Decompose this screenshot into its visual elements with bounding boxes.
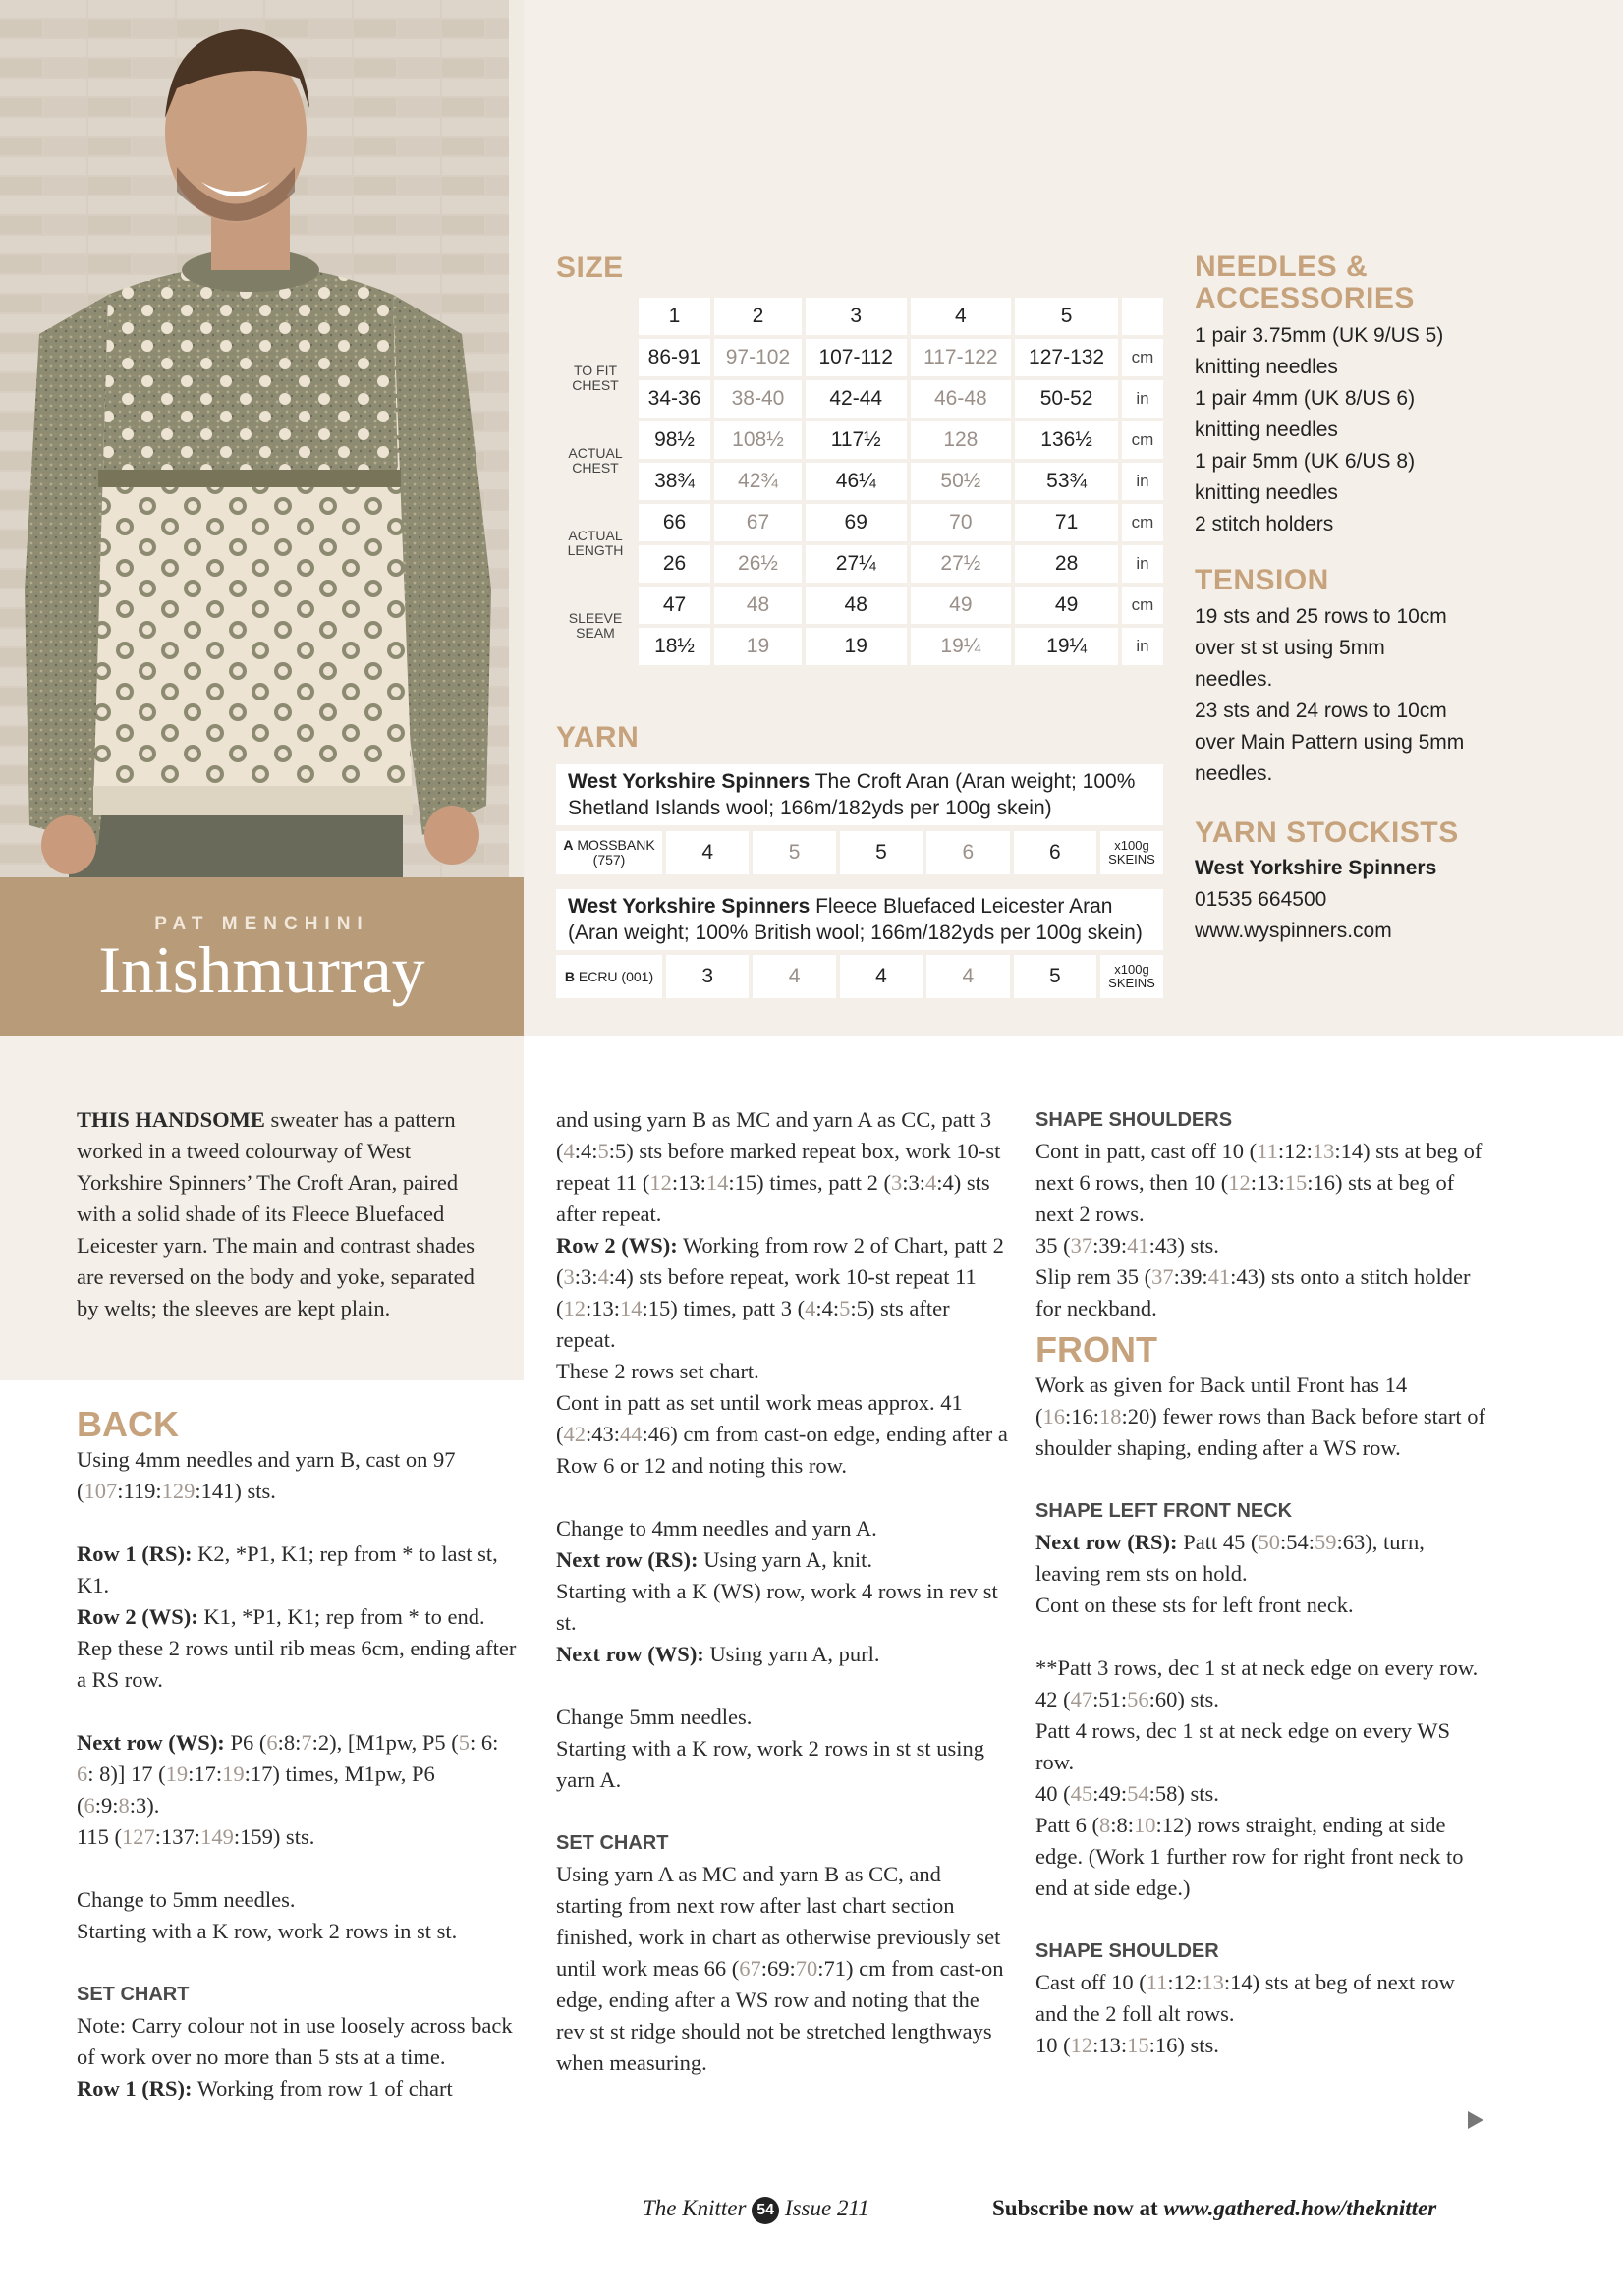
footer-subscribe <box>992 2196 1436 2221</box>
size-cell: 86-91 <box>639 339 710 376</box>
yarn-b-description <box>556 889 1163 950</box>
size-cell: 108½ <box>714 421 802 459</box>
yarn-b-desc: Fleece Bluefaced Leicester Aran (Aran weight; 100% British wool; 166m/182yds per 100g skein) <box>568 895 1143 944</box>
yarn-b-unit: x100g SKEINS <box>1100 955 1163 998</box>
yarn-a-table <box>552 827 1167 878</box>
size-unit: in <box>1122 380 1163 418</box>
yarn-a-desc: The Croft Aran (Aran weight; 100% Shetland Islands wool; 166m/182yds per 100g skein) <box>568 770 1136 819</box>
size-cell: 46¼ <box>806 463 907 500</box>
size-row-label: ACTUAL LENGTH <box>556 504 635 583</box>
tension-line: needles. <box>1195 668 1273 691</box>
yarn-a-row <box>556 831 1163 874</box>
front-section: SHAPE SHOULDERS Cont in patt, cast off 10 (11:12:13:14) sts at beg of next 6 rows, then 10 (12:13:15:16) sts at beg of next 2 rows. 35 (37:39:41:43) sts. Slip rem 35 (37:39:41:43) sts onto a stitch holder for neckband. FRONT Work as given for Back until Front has 14 (16:16:18:20) fewer rows than Back before start of shoulder shaping, ending after a WS row. SHAPE LEFT FRONT NECK Next row (RS): Patt 45 (50:54:59:63), turn, leaving rem sts on hold. Cont on these sts for left front neck. **Patt 3 rows, dec 1 st at neck edge on every row. 42 (47:51:56:60) sts. Patt 4 rows, dec 1 st at neck edge on every WS row. 40 (45:49:54:58) sts. Patt 6 (8:8:10:12) rows straight, ending at side edge. (Work 1 further row for right front neck to end at side edge.) SHAPE SHOULDER Cast off 10 (11:12:13:14) sts at beg of next row and the 2 foll alt rows. 10 (12:13:15:16) sts. <box>1035 1104 1487 2061</box>
stockist-name: West Yorkshire Spinners <box>1195 857 1437 879</box>
size-row <box>556 545 1163 583</box>
size-cell: 66 <box>639 504 710 541</box>
model-photo <box>0 0 524 877</box>
size-cell: 49 <box>1015 587 1118 624</box>
yarn-b-row <box>556 955 1163 998</box>
size-cell: 19¼ <box>1015 628 1118 665</box>
stockist-phone: 01535 664500 <box>1195 888 1327 911</box>
size-cell: 127-132 <box>1015 339 1118 376</box>
tension-line: over st st using 5mm <box>1195 637 1385 659</box>
size-cell: 42-44 <box>806 380 907 418</box>
size-cell: 46-48 <box>911 380 1012 418</box>
shape-shoulders-heading: SHAPE SHOULDERS <box>1035 1109 1233 1131</box>
size-heading: SIZE <box>556 252 624 284</box>
needles-line: 2 stitch holders <box>1195 513 1334 535</box>
size-unit: cm <box>1122 421 1163 459</box>
size-row <box>556 339 1163 376</box>
size-row <box>556 504 1163 541</box>
yarn-a-label-cell <box>556 831 662 874</box>
size-cell: 19 <box>806 628 907 665</box>
subscribe-text: Subscribe now at <box>992 2196 1164 2220</box>
size-cell: 34-36 <box>639 380 710 418</box>
needles-line: 1 pair 4mm (UK 8/US 6) <box>1195 387 1416 410</box>
yarn-b-table <box>552 951 1167 1002</box>
size-cell: 38-40 <box>714 380 802 418</box>
size-unit: in <box>1122 628 1163 665</box>
size-unit: cm <box>1122 587 1163 624</box>
size-cell: 47 <box>639 587 710 624</box>
yarn-b-cell: 4 <box>926 955 1009 998</box>
size-header-row <box>556 298 1163 335</box>
size-row <box>556 628 1163 665</box>
tension-line: needles. <box>1195 762 1273 785</box>
front-heading: FRONT <box>1035 1329 1157 1370</box>
size-cell: 18½ <box>639 628 710 665</box>
tension-line: 19 sts and 25 rows to 10cm <box>1195 605 1447 628</box>
size-cell: 128 <box>911 421 1012 459</box>
intro-text <box>77 1104 489 1324</box>
size-cell: 38¾ <box>639 463 710 500</box>
back-heading: BACK <box>77 1404 179 1444</box>
yarn-a-brand: West Yorkshire Spinners <box>568 770 811 793</box>
back-section: BACK Using 4mm needles and yarn B, cast on 97 (107:119:129:141) sts. Row 1 (RS): K2, *P1, K1; rep from * to last st, K1. Row 2 (WS): K1, *P1, K1; rep from * to end. Rep these 2 rows until rib meas 6cm, ending after a RS row. Next row (WS): P6 (6:8:7:2), [M1pw, P5 (5: 6: 6: 8)] 17 (19:17:19:17) times, M1pw, P6 (6:9:8:3). 115 (127:137:149:159) sts. Change to 5mm needles. Starting with a K row, work 2 rows in st st. SET CHART Note: Carry colour not in use loosely across back of work over no more than 5 sts at a time. Row 1 (RS): Working from row 1 of chart <box>77 1405 519 2104</box>
size-cell: 136½ <box>1015 421 1118 459</box>
size-label <box>556 298 635 335</box>
size-row <box>556 380 1163 418</box>
tension-text <box>1195 601 1607 790</box>
needles-line: knitting needles <box>1195 356 1338 378</box>
size-cell: 70 <box>911 504 1012 541</box>
size-cell: 27½ <box>911 545 1012 583</box>
needles-line: 1 pair 3.75mm (UK 9/US 5) <box>1195 324 1444 347</box>
yarn-a-unit: x100g SKEINS <box>1100 831 1163 874</box>
back-set-chart-heading: SET CHART <box>77 1984 190 2005</box>
size-cell: 117½ <box>806 421 907 459</box>
size-col: 5 <box>1015 298 1118 335</box>
size-unit <box>1122 298 1163 335</box>
yarn-b-letter: B <box>564 968 575 984</box>
size-cell: 48 <box>806 587 907 624</box>
size-row-label: ACTUAL CHEST <box>556 421 635 500</box>
stockists-heading: YARN STOCKISTS <box>1195 816 1459 849</box>
size-cell: 28 <box>1015 545 1118 583</box>
size-cell: 69 <box>806 504 907 541</box>
size-row-label: SLEEVE SEAM <box>556 587 635 665</box>
size-cell: 26½ <box>714 545 802 583</box>
size-cell: 67 <box>714 504 802 541</box>
size-row <box>556 587 1163 624</box>
size-cell: 98½ <box>639 421 710 459</box>
yarn-a-description <box>556 764 1163 825</box>
size-cell: 50½ <box>911 463 1012 500</box>
needles-line: 1 pair 5mm (UK 6/US 8) <box>1195 450 1416 473</box>
yarn-b-label-cell <box>556 955 662 998</box>
yarn-a-label: MOSSBANK (757) <box>577 837 655 868</box>
issue-number: Issue 211 <box>784 2196 869 2220</box>
size-col: 3 <box>806 298 907 335</box>
stockists-info <box>1195 853 1607 947</box>
yarn-a-cell: 4 <box>666 831 749 874</box>
stockist-web: www.wyspinners.com <box>1195 920 1392 942</box>
size-cell: 50-52 <box>1015 380 1118 418</box>
yarn-b-cell: 4 <box>840 955 923 998</box>
designer-name: PAT MENCHINI <box>154 914 369 934</box>
needles-list <box>1195 320 1607 540</box>
chart-section: and using yarn B as MC and yarn A as CC, patt 3 (4:4:5:5) sts before marked repeat box, work 10-st repeat 11 (12:13:14:15) times, patt 2 (3:3:4:4) sts after repeat. Row 2 (WS): Working from row 2 of Chart, patt 2 (3:3:4:4) sts before repeat, work 10-st repeat 11 (12:13:14:15) times, patt 3 (4:4:5:5) sts after repeat. These 2 rows set chart. Cont in patt as set until work meas approx. 41 (42:43:44:46) cm from cast-on edge, ending after a Row 6 or 12 and noting this row. Change to 4mm needles and yarn A. Next row (RS): Using yarn A, knit. Starting with a K (WS) row, work 4 rows in rev st st. Next row (WS): Using yarn A, purl. Change 5mm needles. Starting with a K row, work 2 rows in st st using yarn A. SET CHART Using yarn A as MC and yarn B as CC, and starting from next row after last chart section finished, work in chart as otherwise previously set until work meas 66 (67:69:70:71) cm from cast-on edge, ending after a WS row and noting that the rev st st ridge should not be stretched lengthways when measuring. <box>556 1107 1008 2075</box>
yarn-a-cell: 5 <box>753 831 835 874</box>
size-unit: cm <box>1122 339 1163 376</box>
size-col: 2 <box>714 298 802 335</box>
size-cell: 26 <box>639 545 710 583</box>
size-cell: 19¼ <box>911 628 1012 665</box>
yarn-heading: YARN <box>556 721 640 754</box>
size-col: 4 <box>911 298 1012 335</box>
size-table <box>552 294 1167 669</box>
page-number: 54 <box>752 2197 779 2224</box>
yarn-b-cell: 5 <box>1014 955 1096 998</box>
needles-line: knitting needles <box>1195 481 1338 504</box>
size-row-label: TO FIT CHEST <box>556 339 635 418</box>
size-row <box>556 421 1163 459</box>
size-cell: 117-122 <box>911 339 1012 376</box>
size-row <box>556 463 1163 500</box>
subscribe-link[interactable]: www.gathered.how/theknitter <box>1163 2196 1437 2220</box>
intro-body: sweater has a pattern worked in a tweed colourway of West Yorkshire Spinners’ The Croft Aran, paired with a solid shade of its Fleece Bluefaced Leicester yarn. The main and contrast shades are reversed on the body and yoke, separated by welts; the sleeves are kept plain. <box>77 1107 476 1320</box>
size-cell: 53¾ <box>1015 463 1118 500</box>
yarn-b-cell: 3 <box>666 955 749 998</box>
continue-arrow-icon <box>1468 2111 1483 2129</box>
col2-set-chart-heading: SET CHART <box>556 1832 669 1854</box>
size-cell: 42¾ <box>714 463 802 500</box>
yarn-a-cell: 6 <box>926 831 1009 874</box>
shape-shoulder-heading: SHAPE SHOULDER <box>1035 1940 1219 1962</box>
size-cell: 49 <box>911 587 1012 624</box>
yarn-b-brand: West Yorkshire Spinners <box>568 895 811 918</box>
magazine-name: The Knitter <box>643 2196 747 2220</box>
size-cell: 71 <box>1015 504 1118 541</box>
yarn-b-label: ECRU (001) <box>578 968 654 984</box>
size-cell: 48 <box>714 587 802 624</box>
tension-heading: TENSION <box>1195 564 1329 596</box>
tension-line: 23 sts and 24 rows to 10cm <box>1195 700 1447 722</box>
size-col: 1 <box>639 298 710 335</box>
size-cell: 19 <box>714 628 802 665</box>
size-cell: 97-102 <box>714 339 802 376</box>
yarn-a-cell: 6 <box>1014 831 1096 874</box>
pattern-title: Inishmurray <box>98 932 425 1007</box>
yarn-a-letter: A <box>563 837 574 853</box>
yarn-a-cell: 5 <box>840 831 923 874</box>
needles-line: knitting needles <box>1195 419 1338 441</box>
size-cell: 27¼ <box>806 545 907 583</box>
footer-magazine <box>643 2196 869 2224</box>
size-unit: in <box>1122 463 1163 500</box>
size-unit: in <box>1122 545 1163 583</box>
size-unit: cm <box>1122 504 1163 541</box>
yarn-b-cell: 4 <box>753 955 835 998</box>
intro-lead: THIS HANDSOME <box>77 1107 265 1132</box>
size-cell: 107-112 <box>806 339 907 376</box>
tension-line: over Main Pattern using 5mm <box>1195 731 1465 754</box>
shape-left-front-neck-heading: SHAPE LEFT FRONT NECK <box>1035 1500 1293 1522</box>
needles-heading: NEEDLES & ACCESSORIES <box>1195 251 1415 314</box>
